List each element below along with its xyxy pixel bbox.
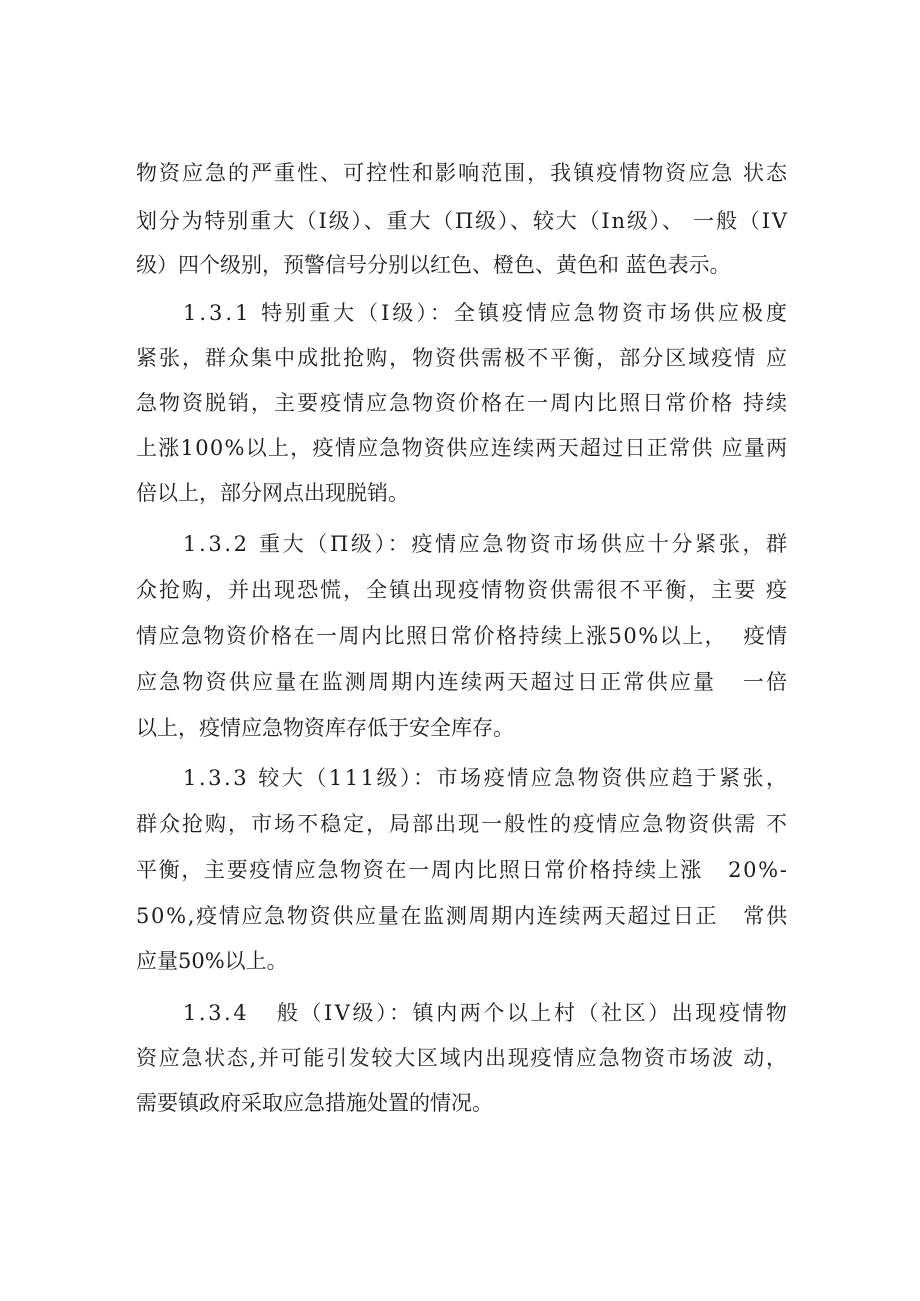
section-1-3-2-heading-line: 1.3.2 重大（Π级）：疫情应急物资市场供应十分紧张，群 [183,532,790,556]
text-line: 级）四个级别，预警信号分别以红色、橙色、黄色和 蓝色表示。 [136,253,731,277]
section-1-3-3-heading-line: 1.3.3 较大（111级）：市场疫情应急物资供应趋于紧张， [183,766,790,790]
text-line: 划分为特别重大（I级）、重大（Π级）、较大（In级）、 一般（IV [136,209,789,233]
text-line: 平衡，主要疫情应急物资在一周内比照日常价格持续上涨 20%- [136,858,789,882]
text-line: 紧张，群众集中成批抢购，物资供需极不平衡，部分区域疫情 应 [136,346,789,370]
text-line: 众抢购，并出现恐慌，全镇出现疫情物资供需很不平衡，主要 疫 [136,578,789,602]
text-line: 群众抢购，市场不稳定，局部出现一般性的疫情应急物资供需 不 [136,812,789,836]
text-line: 物资应急的严重性、可控性和影响范围，我镇疫情物资应急 状态 [136,161,789,185]
text-line: 应急物资供应量在监测周期内连续两天超过日正常供应量 一倍 [136,670,790,694]
text-line: 资应急状态,并可能引发较大区域内出现疫情应急物资市场波 动， [136,1046,789,1070]
text-line: 需要镇政府采取应急措施处置的情况。 [136,1091,493,1115]
text-line: 应量50%以上。 [136,949,288,973]
section-1-3-1-heading-line: 1.3.1 特别重大（I级）：全镇疫情应急物资市场供应极度 [183,301,790,325]
text-line: 以上，疫情应急物资库存低于安全库存。 [136,716,514,740]
text-line: 上涨100%以上，疫情应急物资供应连续两天超过日正常供 应量两 [136,436,789,460]
text-line: 倍以上，部分网点出现脱销。 [136,481,409,505]
text-line: 急物资脱销，主要疫情应急物资价格在一周内比照日常价格 持续 [136,391,789,415]
text-line: 50%,疫情应急物资供应量在监测周期内连续两天超过日正 常供 [136,904,789,928]
text-line: 情应急物资价格在一周内比照日常价格持续上涨50%以上， 疫情 [136,624,789,648]
section-1-3-4-heading-line: 1.3.4 般（IV级）：镇内两个以上村（社区）出现疫情物 [183,1001,790,1025]
